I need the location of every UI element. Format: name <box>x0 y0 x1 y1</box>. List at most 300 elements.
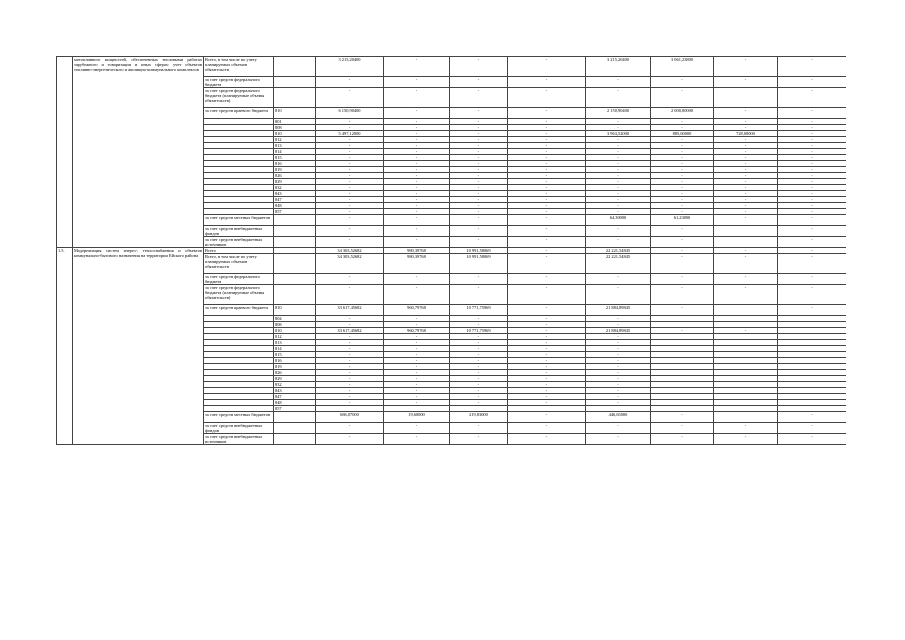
amount-cell: - <box>450 434 508 445</box>
amount-cell: - <box>384 226 450 237</box>
amount-cell: - <box>508 274 586 285</box>
amount-cell: - <box>714 125 778 131</box>
amount-cell: - <box>450 197 508 203</box>
amount-cell: - <box>384 77 450 88</box>
budget-code: 826 <box>274 173 316 179</box>
amount-cell: - <box>450 237 508 248</box>
section-number <box>57 57 73 248</box>
budget-code: 810 <box>274 131 316 137</box>
amount-cell: - <box>316 88 384 108</box>
amount-cell: - <box>450 215 508 226</box>
amount-cell: - <box>316 77 384 88</box>
budget-code <box>274 215 316 226</box>
amount-cell: - <box>316 370 384 376</box>
budget-code: 814 <box>274 346 316 352</box>
amount-cell: - <box>508 237 586 248</box>
amount-cell: - <box>714 215 778 226</box>
amount-cell: - <box>450 423 508 434</box>
amount-cell: - <box>778 226 847 237</box>
amount-cell: - <box>384 167 450 173</box>
amount-cell: - <box>586 197 651 203</box>
amount-cell: - <box>384 394 450 400</box>
amount-cell: 22 221,54845 <box>586 254 651 274</box>
amount-cell: - <box>508 316 586 322</box>
amount-cell: - <box>450 388 508 394</box>
amount-cell: - <box>778 197 847 203</box>
amount-cell: - <box>778 434 847 445</box>
amount-cell: 2 000,00000 <box>651 108 714 119</box>
amount-cell: - <box>450 394 508 400</box>
amount-cell: - <box>586 161 651 167</box>
budget-code: 804 <box>274 316 316 322</box>
section-number: 1.5. <box>57 248 73 445</box>
budget-code <box>274 57 316 77</box>
amount-cell: - <box>651 328 714 334</box>
amount-cell: - <box>508 77 586 88</box>
amount-cell: - <box>508 382 586 388</box>
amount-cell: - <box>316 352 384 358</box>
section-description: мотопливного мощностей, обеспеченных тепловыми работах зарубежного и товаризации и иных сферах: учет объектов топливно-энергетического и жилищно-коммунального комплексов <box>73 57 204 248</box>
funding-source: за счет средств краевого бюджета <box>204 108 274 119</box>
budget-code: 814 <box>274 149 316 155</box>
amount-cell: - <box>778 108 847 119</box>
budget-code <box>274 254 316 274</box>
amount-cell: - <box>450 400 508 406</box>
amount-cell: 728,00000 <box>714 131 778 137</box>
amount-cell: - <box>450 209 508 215</box>
amount-cell: - <box>384 358 450 364</box>
amount-cell: - <box>450 167 508 173</box>
amount-cell: - <box>450 143 508 149</box>
amount-cell: - <box>316 285 384 305</box>
amount-cell: - <box>508 143 586 149</box>
amount-cell: - <box>508 285 586 305</box>
amount-cell: - <box>778 248 847 254</box>
amount-cell: - <box>450 149 508 155</box>
amount-cell: - <box>384 285 450 305</box>
budget-code <box>274 285 316 305</box>
amount-cell: - <box>586 394 651 400</box>
amount-cell: - <box>651 285 714 305</box>
amount-cell: - <box>384 215 450 226</box>
amount-cell: 34 303,52682 <box>316 248 384 254</box>
amount-cell: - <box>778 57 847 77</box>
amount-cell: - <box>450 173 508 179</box>
amount-cell: 10 991,58069 <box>450 248 508 254</box>
amount-cell: - <box>586 358 651 364</box>
budget-table <box>56 56 846 445</box>
amount-cell: - <box>586 316 651 322</box>
budget-code: 857 <box>274 209 316 215</box>
amount-cell: - <box>586 382 651 388</box>
amount-cell: - <box>450 382 508 388</box>
budget-code: 843 <box>274 191 316 197</box>
budget-code <box>274 77 316 88</box>
amount-cell: - <box>714 328 778 334</box>
amount-cell: - <box>714 423 778 434</box>
funding-source: за счет средств внебюджетных источников <box>204 237 274 248</box>
amount-cell: - <box>384 382 450 388</box>
amount-cell: - <box>384 316 450 322</box>
amount-cell: - <box>384 155 450 161</box>
funding-source: за счет средств местных бюджетов <box>204 215 274 226</box>
amount-cell: - <box>384 434 450 445</box>
amount-cell: - <box>384 203 450 209</box>
budget-code <box>274 237 316 248</box>
amount-cell: - <box>651 77 714 88</box>
amount-cell: - <box>316 125 384 131</box>
amount-cell: - <box>450 77 508 88</box>
amount-cell: 34 303,52682 <box>316 254 384 274</box>
budget-code: 843 <box>274 388 316 394</box>
amount-cell: - <box>384 274 450 285</box>
budget-code: 812 <box>274 334 316 340</box>
amount-cell: - <box>586 203 651 209</box>
amount-cell: - <box>450 285 508 305</box>
amount-cell: - <box>586 137 651 143</box>
amount-cell: - <box>651 155 714 161</box>
funding-source: Всего <box>204 248 274 254</box>
amount-cell: - <box>508 340 586 346</box>
amount-cell: - <box>450 161 508 167</box>
amount-cell: 219,83000 <box>450 412 508 423</box>
amount-cell: - <box>586 388 651 394</box>
amount-cell: - <box>586 370 651 376</box>
budget-code: 816 <box>274 358 316 364</box>
amount-cell: - <box>508 388 586 394</box>
budget-code: 808 <box>274 125 316 131</box>
amount-cell: - <box>384 88 450 108</box>
amount-cell: - <box>586 119 651 125</box>
amount-cell: - <box>714 203 778 209</box>
amount-cell: - <box>778 88 847 108</box>
amount-cell: - <box>450 131 508 137</box>
amount-cell: - <box>651 173 714 179</box>
amount-cell: 2 150,90400 <box>586 108 651 119</box>
amount-cell: - <box>778 191 847 197</box>
amount-cell: - <box>651 305 714 316</box>
amount-cell: - <box>714 185 778 191</box>
amount-cell: - <box>778 167 847 173</box>
funding-source: за счет средств федерального бюджета (планируемые объемы обязательств) <box>204 88 274 108</box>
amount-cell: - <box>450 119 508 125</box>
amount-cell: - <box>316 346 384 352</box>
funding-source: Всего, в том числе по учету планируемых объемов обязательств <box>204 254 274 274</box>
amount-cell: - <box>714 119 778 125</box>
amount-cell: - <box>450 340 508 346</box>
amount-cell: - <box>384 149 450 155</box>
amount-cell: 10 771,75969 <box>450 328 508 334</box>
amount-cell: - <box>384 161 450 167</box>
amount-cell: - <box>508 203 586 209</box>
amount-cell: - <box>778 412 847 423</box>
amount-cell: - <box>508 346 586 352</box>
amount-cell: - <box>508 400 586 406</box>
budget-code: 857 <box>274 406 316 412</box>
amount-cell: - <box>586 423 651 434</box>
budget-code: 847 <box>274 197 316 203</box>
amount-cell <box>714 226 778 237</box>
amount-cell: - <box>508 167 586 173</box>
budget-code: 810 <box>274 328 316 334</box>
amount-cell: - <box>778 131 847 137</box>
amount-cell: - <box>778 305 847 316</box>
amount-cell: - <box>586 285 651 305</box>
funding-source: за счет средств краевого бюджета <box>204 305 274 316</box>
amount-cell: - <box>316 185 384 191</box>
amount-cell: - <box>651 119 714 125</box>
amount-cell: - <box>450 376 508 382</box>
budget-code: 810 <box>274 305 316 316</box>
amount-cell: - <box>316 274 384 285</box>
amount-cell: - <box>450 370 508 376</box>
amount-cell: 33 617,45682 <box>316 305 384 316</box>
amount-cell: - <box>778 137 847 143</box>
amount-cell: - <box>450 352 508 358</box>
section-description: Модернизация систем энерго-, теплоснабжения и объектов коммунально-бытового назначения на территории Ейского района <box>73 248 204 445</box>
amount-cell: - <box>384 125 450 131</box>
amount-cell: 10 771,75969 <box>450 305 508 316</box>
amount-cell: - <box>714 254 778 274</box>
amount-cell: - <box>508 131 586 137</box>
amount-cell: - <box>384 237 450 248</box>
amount-cell: - <box>651 197 714 203</box>
amount-cell: 960,79768 <box>384 328 450 334</box>
amount-cell: - <box>651 179 714 185</box>
amount-cell: - <box>651 423 714 434</box>
amount-cell: - <box>651 412 714 423</box>
amount-cell: - <box>586 376 651 382</box>
budget-code: 812 <box>274 137 316 143</box>
amount-cell: - <box>508 215 586 226</box>
amount-cell: - <box>316 340 384 346</box>
amount-cell: - <box>508 197 586 203</box>
budget-code: 832 <box>274 382 316 388</box>
amount-cell: 21 884,89845 <box>586 305 651 316</box>
funding-source: за счет средств федерального бюджета <box>204 274 274 285</box>
budget-code <box>274 88 316 108</box>
funding-source: за счет средств федерального бюджета <box>204 77 274 88</box>
amount-cell: 3 215,20400 <box>586 57 651 77</box>
amount-cell: - <box>651 226 714 237</box>
amount-cell: - <box>384 376 450 382</box>
budget-code: 829 <box>274 376 316 382</box>
amount-cell: - <box>586 322 651 328</box>
amount-cell: - <box>586 77 651 88</box>
amount-cell: - <box>316 179 384 185</box>
amount-cell: - <box>714 137 778 143</box>
amount-cell: - <box>586 346 651 352</box>
amount-cell: - <box>508 149 586 155</box>
budget-code: 848 <box>274 203 316 209</box>
amount-cell: - <box>508 254 586 274</box>
amount-cell: - <box>450 226 508 237</box>
amount-cell: 980,39768 <box>384 254 450 274</box>
amount-cell <box>714 412 778 423</box>
amount-cell: - <box>316 382 384 388</box>
amount-cell: - <box>508 185 586 191</box>
amount-cell: 885,60000 <box>651 131 714 137</box>
amount-cell: - <box>714 248 778 254</box>
amount-cell: - <box>508 137 586 143</box>
budget-code: 848 <box>274 400 316 406</box>
amount-cell: 3 215,20400 <box>316 57 384 77</box>
budget-code: 815 <box>274 352 316 358</box>
amount-cell: - <box>316 155 384 161</box>
amount-cell: - <box>450 185 508 191</box>
amount-cell: 686,07000 <box>316 412 384 423</box>
amount-cell: - <box>384 131 450 137</box>
amount-cell: - <box>316 137 384 143</box>
amount-cell: - <box>450 316 508 322</box>
amount-cell: - <box>384 340 450 346</box>
budget-code: 819 <box>274 167 316 173</box>
amount-cell: - <box>714 155 778 161</box>
amount-cell: - <box>586 274 651 285</box>
amount-cell: - <box>586 226 651 237</box>
amount-cell: - <box>651 137 714 143</box>
amount-cell: - <box>778 237 847 248</box>
amount-cell: - <box>508 57 586 77</box>
amount-cell: - <box>316 173 384 179</box>
amount-cell: - <box>508 226 586 237</box>
budget-code <box>274 412 316 423</box>
amount-cell: - <box>586 125 651 131</box>
amount-cell: - <box>316 119 384 125</box>
budget-code: 801 <box>274 119 316 125</box>
amount-cell: - <box>508 334 586 340</box>
amount-cell: - <box>316 149 384 155</box>
amount-cell: - <box>384 173 450 179</box>
amount-cell: - <box>384 57 450 77</box>
amount-cell: - <box>384 197 450 203</box>
amount-cell: - <box>508 370 586 376</box>
amount-cell: - <box>508 328 586 334</box>
amount-cell: - <box>508 155 586 161</box>
budget-code: 819 <box>274 364 316 370</box>
amount-cell: - <box>586 237 651 248</box>
amount-cell: - <box>450 57 508 77</box>
amount-cell: - <box>714 191 778 197</box>
amount-cell: 33 617,45682 <box>316 328 384 334</box>
amount-cell: - <box>714 173 778 179</box>
amount-cell: - <box>384 191 450 197</box>
amount-cell: - <box>316 364 384 370</box>
amount-cell: - <box>316 394 384 400</box>
amount-cell: - <box>316 209 384 215</box>
amount-cell: - <box>778 179 847 185</box>
amount-cell: - <box>586 334 651 340</box>
amount-cell: - <box>316 376 384 382</box>
amount-cell: - <box>384 185 450 191</box>
amount-cell: - <box>714 434 778 445</box>
amount-cell: - <box>316 191 384 197</box>
amount-cell: - <box>316 143 384 149</box>
amount-cell: - <box>450 274 508 285</box>
amount-cell: - <box>714 143 778 149</box>
table-row <box>57 57 847 77</box>
budget-code: 813 <box>274 340 316 346</box>
budget-code: 829 <box>274 179 316 185</box>
amount-cell: - <box>450 364 508 370</box>
amount-cell: - <box>316 237 384 248</box>
amount-cell: - <box>450 203 508 209</box>
amount-cell: - <box>651 185 714 191</box>
amount-cell: - <box>586 185 651 191</box>
budget-code <box>274 434 316 445</box>
amount-cell: - <box>384 119 450 125</box>
amount-cell: - <box>508 173 586 179</box>
amount-cell: - <box>508 423 586 434</box>
funding-source: за счет средств местных бюджетов <box>204 412 274 423</box>
amount-cell: - <box>508 108 586 119</box>
amount-cell: - <box>778 215 847 226</box>
amount-cell: - <box>714 77 778 88</box>
amount-cell: - <box>714 285 778 305</box>
amount-cell: - <box>651 203 714 209</box>
amount-cell: - <box>586 364 651 370</box>
amount-cell: - <box>450 155 508 161</box>
amount-cell: - <box>714 197 778 203</box>
amount-cell: - <box>384 364 450 370</box>
amount-cell: 980,39768 <box>384 248 450 254</box>
budget-code: 808 <box>274 322 316 328</box>
amount-cell: - <box>384 400 450 406</box>
amount-cell: - <box>714 167 778 173</box>
amount-cell: - <box>508 364 586 370</box>
amount-cell: - <box>714 179 778 185</box>
amount-cell: - <box>778 77 847 88</box>
amount-cell: - <box>508 248 586 254</box>
amount-cell: - <box>316 423 384 434</box>
amount-cell: - <box>384 322 450 328</box>
budget-code: 816 <box>274 161 316 167</box>
amount-cell: - <box>778 155 847 161</box>
amount-cell: - <box>384 346 450 352</box>
amount-cell: - <box>508 358 586 364</box>
amount-cell: - <box>586 340 651 346</box>
amount-cell: - <box>778 173 847 179</box>
amount-cell: - <box>586 149 651 155</box>
funding-source: за счет средств внебюджетных источников <box>204 434 274 445</box>
amount-cell: - <box>586 179 651 185</box>
amount-cell: - <box>586 88 651 108</box>
amount-cell: - <box>384 143 450 149</box>
amount-cell: - <box>651 191 714 197</box>
budget-code <box>274 423 316 434</box>
amount-cell: - <box>450 322 508 328</box>
amount-cell: - <box>384 352 450 358</box>
funding-source: за счет средств федерального бюджета (планируемые объемы обязательств) <box>204 285 274 305</box>
amount-cell <box>714 88 778 108</box>
amount-cell: - <box>450 191 508 197</box>
amount-cell: - <box>316 358 384 364</box>
budget-code <box>274 274 316 285</box>
amount-cell: - <box>384 423 450 434</box>
amount-cell: - <box>450 88 508 108</box>
amount-cell: - <box>651 274 714 285</box>
amount-cell: - <box>508 434 586 445</box>
amount-cell: - <box>384 370 450 376</box>
amount-cell: - <box>450 346 508 352</box>
amount-cell: - <box>651 167 714 173</box>
amount-cell: - <box>508 305 586 316</box>
amount-cell: - <box>450 108 508 119</box>
amount-cell: - <box>450 179 508 185</box>
amount-cell: 10 991,58069 <box>450 254 508 274</box>
amount-cell: - <box>778 149 847 155</box>
amount-cell: - <box>778 143 847 149</box>
